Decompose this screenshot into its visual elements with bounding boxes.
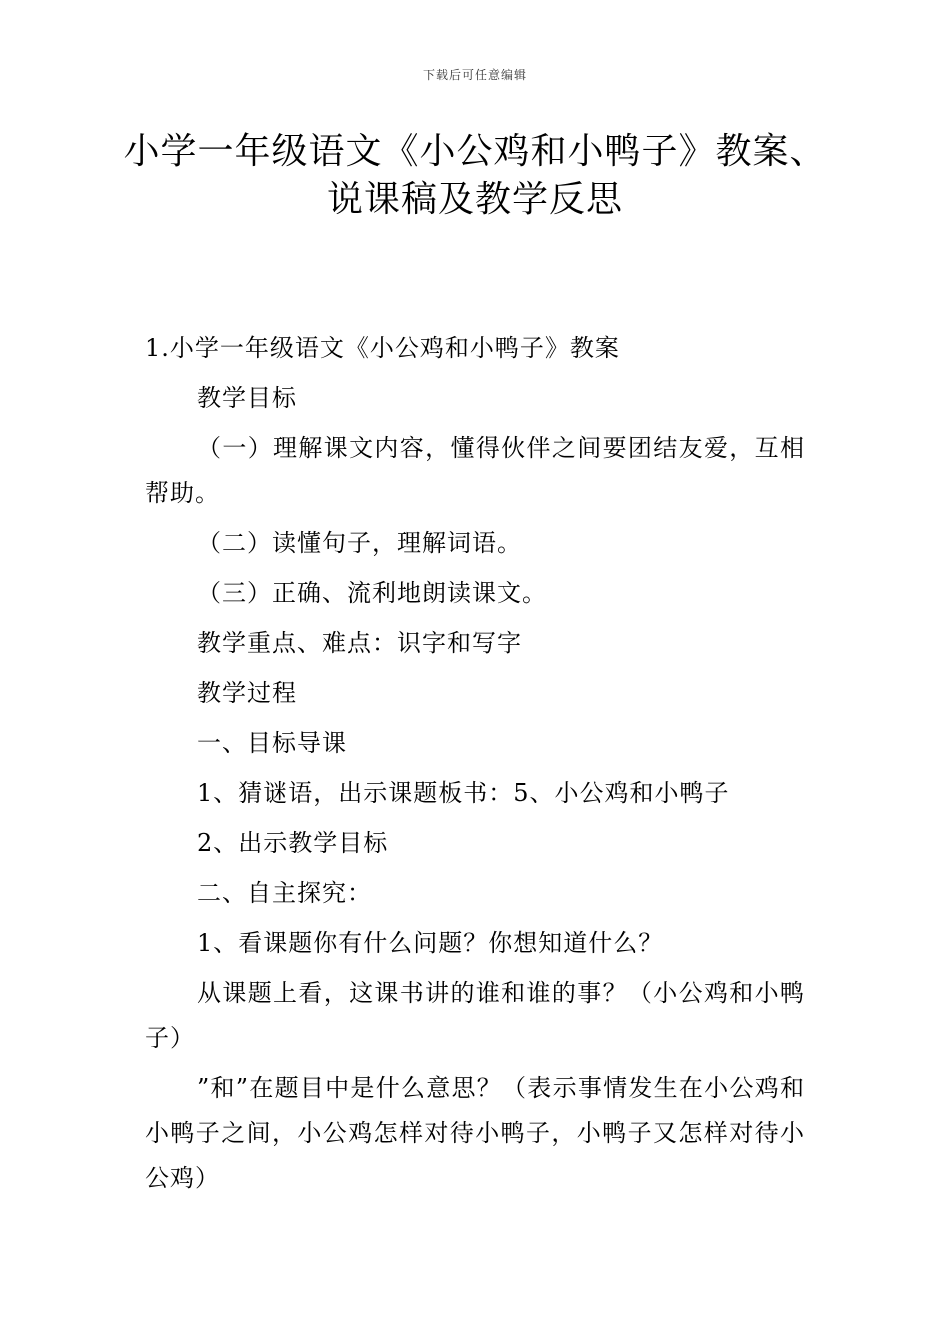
paragraph: 一、目标导课 [197,729,347,757]
paragraph: 教学过程 [197,679,297,707]
paragraph: 教学目标 [197,384,297,412]
title-line-1: 小学一年级语文《小公鸡和小鸭子》教案、 [123,131,827,172]
paragraph: ”和”在题目中是什么意思？（表示事情发生在小公鸡和小鸭子之间，小公鸡怎样对待小鸭子，小鸭子又怎样对待小公鸡） [145,1074,805,1192]
paragraph: 1、猜谜语，出示课题板书：5、小公鸡和小鸭子 [197,779,730,807]
paragraph: （一）理解课文内容，懂得伙伴之间要团结友爱，互相帮助。 [145,434,805,507]
title-line-2: 说课稿及教学反思 [326,179,623,220]
paragraph: （二）读懂句子，理解词语。 [197,529,522,557]
paragraph: （三）正确、流利地朗读课文。 [197,579,547,607]
header-note: 下载后可任意编辑 [422,68,527,82]
document-title [60,128,890,224]
paragraph: 2、出示教学目标 [197,829,389,857]
document-body [145,326,805,1206]
paragraph: 二、自主探究： [197,879,372,907]
paragraph: 从课题上看，这课书讲的谁和谁的事？（小公鸡和小鸭子） [145,979,805,1052]
paragraph: 教学重点、难点：识字和写字 [197,629,522,657]
section-heading: 1.小学一年级语文《小公鸡和小鸭子》教案 [145,334,620,362]
paragraph: 1、看课题你有什么问题？你想知道什么？ [197,929,664,957]
